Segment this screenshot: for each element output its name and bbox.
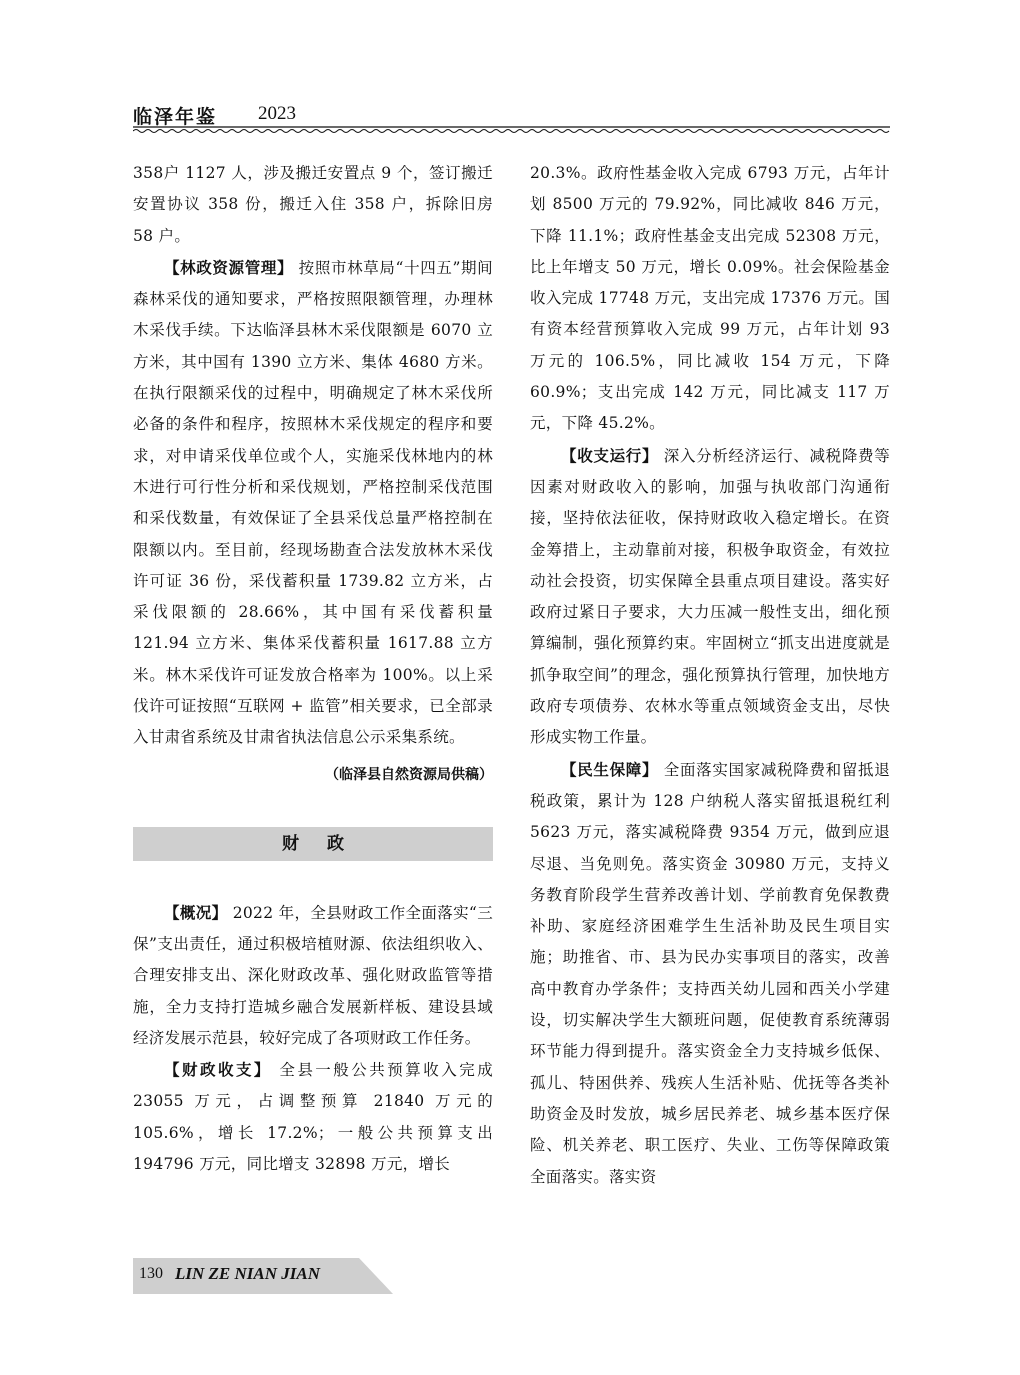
text-livelihood: 全面落实国家减税降费和留抵退税政策，累计为 128 户纳税人落实留抵退税红利 5623 万元，落实减税降费 9354 万元，做到应退尽退、当免则免。落实资金 30980 万元，支持义务教育阶段学生营养改善计划、学前教育免保教费补助、家庭经济困难学生生活补助及民生项目实施；助推省、市、县为民办实事项目的落实，改善高中教育办学条件；支持西关幼儿园和西关小学建设，切实解决学生大额班问题，促使教育系统薄弱环节能力得到提升。落实资金全力支持城乡低保、孤儿、特困供养、残疾人生活补贴、优抚等各类补助资金及时发放，城乡居民养老、城乡基本医疗保险、机关养老、职工医疗、失业、工伤等保障政策全面落实。落实资 [530,760,890,1186]
text-forestry: 按照市林草局“十四五”期间森林采伐的通知要求，严格按照限额管理，办理林木采伐手续。下达临泽县林木采伐限额是 6070 立方米，其中国有 1390 立方米、集体 4680 方米。在执行限额采伐的过程中，明确规定了林木采伐所必备的条件和程序，按照林木采伐规定的程序和要求，对申请采伐单位或个人，实施采伐林地内的林木进行可行性分析和采伐规划，严格控制采伐范围和采伐数量，有效保证了全县采伐总量严格控制在限额以内。至目前，经现场勘查合法发放林木采伐许可证 36 份，采伐蓄积量 1739.82 立方米，占采伐限额的 28.66%，其中国有采伐蓄积量 121.94 立方米、集体采伐蓄积量 1617.88 立方米。林木采伐许可证发放合格率为 100%。以上采伐许可证按照“互联网 + 监管”相关要求，已全部录入甘肃省系统及甘肃省执法信息公示采集系统。 [133,258,493,747]
paragraph-operation [530,440,890,754]
text-overview: 2022 年，全县财政工作全面落实“三保”支出责任，通过积极培植财源、依法组织收入、合理安排支出、深化财政改革、强化财政监管等措施，全力支持打造城乡融合发展新样板、建设县域经济发展示范县，较好完成了各项财政工作任务。 [133,903,494,1047]
heading-operation: 【收支运行】 [561,445,659,465]
heading-overview: 【概况】 [164,902,228,922]
text-operation: 深入分析经济运行、减税降费等因素对财政收入的影响，加强与执收部门沟通衔接，坚持依法征收，保持财政收入稳定增长。在资金筹措上，主动靠前对接，积极争取资金，有效拉动社会投资，切实保障全县重点项目建设。落实好政府过紧日子要求，大力压减一般性支出，细化预算编制，强化预算约束。牢固树立“抓支出进度就是抓争取空间”的理念，强化预算执行管理，加快地方政府专项债券、农林水等重点领域资金支出，尽快形成实物工作量。 [530,446,890,747]
heading-forestry: 【林政资源管理】 [164,257,294,277]
paragraph-revenue-expenditure [133,1054,493,1180]
page-number: 130 [139,1265,163,1282]
section-heading-finance: 财政 [133,827,493,861]
header-title: 临泽年鉴 [133,106,218,128]
paragraph-funds: 20.3%。政府性基金收入完成 6793 万元，占年计划 8500 万元的 79.92%，同比减收 846 万元，下降 11.1%；政府性基金支出完成 52308 万元，比上年增支 50 万元，增长 0.09%。社会保险基金收入完成 17748 万元，支出完成 17376 万元。国有资本经营预算收入完成 99 万元，占年计划 93 万元的 106.5%，同比减收 154 万元，下降 60.9%；支出完成 142 万元，同比减支 117 万元，下降 45.2%。 [530,164,890,433]
heading-revenue-expenditure: 【财政收支】 [164,1060,272,1080]
paragraph-livelihood [530,754,890,1193]
source-credit: （临泽县自然资源局供稿） [325,766,493,783]
running-footer [133,1258,393,1294]
right-column [530,158,890,1193]
heading-livelihood: 【民生保障】 [561,759,659,779]
paragraph-forestry [133,252,493,754]
running-header [133,100,890,140]
paragraph-relocation: 358户 1127 人，涉及搬迁安置点 9 个，签订搬迁安置协议 358 份，搬迁入住 358 户，拆除旧房 58 户。 [133,164,493,245]
header-year: 2023 [258,103,296,124]
footer-title: LIN ZE NIAN JIAN [175,1264,320,1283]
paragraph-overview [133,897,493,1054]
left-column [133,158,493,1180]
text-revenue-expenditure: 全县一般公共预算收入完成 23055 万元，占调整预算 21840 万元的 105.6%，增长 17.2%；一般公共预算支出 194796 万元，同比增支 32898 万元，增长 [133,1061,493,1174]
header-wavy-rule [133,125,890,135]
